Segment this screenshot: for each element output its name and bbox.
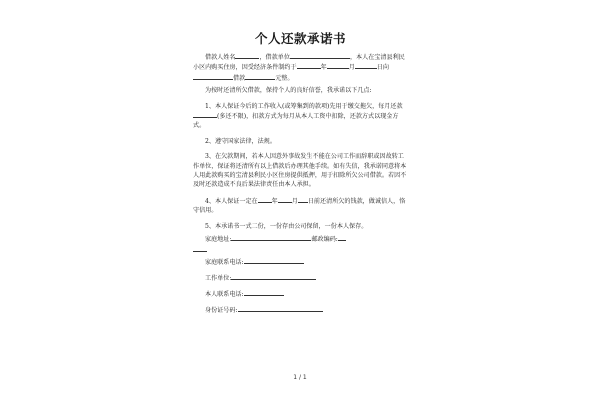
home-phone-blank[interactable] xyxy=(244,257,304,264)
year-label: 年 xyxy=(320,64,327,72)
address-continuation-blank[interactable] xyxy=(193,245,207,252)
month-blank[interactable] xyxy=(327,62,349,69)
commitment-item-2: 2、遵守国家法律，法规。 xyxy=(205,137,276,145)
home-phone-label: 家庭联系电话: xyxy=(205,259,244,267)
loan-label: 借款 xyxy=(233,74,246,82)
year-blank[interactable] xyxy=(297,62,321,69)
day-blank[interactable] xyxy=(355,62,377,69)
deadline-month-blank[interactable] xyxy=(278,196,292,203)
item-4-text-b: 日前还清所欠的钱款，做诚信人，恪守信用。 xyxy=(193,197,406,215)
document-body xyxy=(193,32,408,319)
item-1-text-a: 1、本人保证今后的工作收入(或筹集到的款项)先用于缴交拖欠，每月还款 xyxy=(205,102,403,110)
id-number-row xyxy=(205,303,408,319)
deadline-month-label: 月 xyxy=(291,197,298,205)
document-title: 个人还款承诺书 xyxy=(254,31,346,46)
amount-blank[interactable] xyxy=(245,73,275,80)
address-continuation xyxy=(193,245,408,255)
commitment-item-4 xyxy=(193,196,408,216)
borrower-name-blank[interactable] xyxy=(235,52,259,59)
work-unit-label: 工作单位: xyxy=(205,275,232,283)
borrower-unit-blank[interactable] xyxy=(290,52,350,59)
work-unit-row xyxy=(205,271,408,287)
id-number-label: 身份证号码: xyxy=(205,307,238,315)
intro-text: ，本人在宝清县利民小区内购买住房，因受经济条件制约于 xyxy=(193,54,405,72)
address-label: 家庭地址: xyxy=(205,236,232,244)
deadline-year-label: 年 xyxy=(271,197,278,205)
day-label: 日向 xyxy=(376,64,389,72)
page-indicator: 1 / 1 xyxy=(293,374,307,381)
intro-paragraph xyxy=(193,52,408,83)
commitment-intro: 为按时还清所欠借款，保持个人的良好信誉，我承诺以下几点: xyxy=(205,87,372,95)
month-label: 月 xyxy=(348,64,355,72)
postcode-blank[interactable] xyxy=(338,234,346,241)
home-phone-row xyxy=(205,255,408,271)
amount-suffix: 元整。 xyxy=(275,74,294,82)
item-4-text-a: 4、本人保证一定在 xyxy=(205,197,258,205)
monthly-repayment-blank[interactable] xyxy=(193,111,217,118)
personal-phone-blank[interactable] xyxy=(244,289,284,296)
deadline-year-blank[interactable] xyxy=(258,196,272,203)
borrower-name-label: 借款人姓名 xyxy=(205,54,236,61)
deadline-day-blank[interactable] xyxy=(298,196,308,203)
lender-blank[interactable] xyxy=(193,73,233,80)
personal-phone-row xyxy=(205,287,408,303)
commitment-item-3: 3、在欠款期间，若本人因意外事故发生不能在公司工作而辞职或因故转工作单位，保证将还清所有以上借款后办理其他手续。如有失信，我承诺同意将本人用此款购买的宝清县利民小区住房提供抵押，用于扣除所欠公司借款。若因不及时还款造成不良后果法律责任由本人承担。 xyxy=(193,153,407,189)
id-number-blank[interactable] xyxy=(238,305,323,312)
borrower-unit-label: ，借款单位 xyxy=(259,54,290,61)
personal-phone-label: 本人联系电话: xyxy=(205,291,244,299)
address-blank[interactable] xyxy=(231,234,311,241)
item-1-text-b: (多还不限)，扣款方式为每月从本人工资中扣除，还款方式以现金方式。 xyxy=(193,113,399,130)
work-unit-blank[interactable] xyxy=(231,273,316,280)
address-row xyxy=(205,234,408,245)
postcode-label: 邮政编码: xyxy=(311,236,338,244)
commitment-item-1 xyxy=(193,102,408,131)
commitment-item-5: 5、本承诺书一式二份，一份存由公司保留，一份本人保存。 xyxy=(205,222,368,230)
